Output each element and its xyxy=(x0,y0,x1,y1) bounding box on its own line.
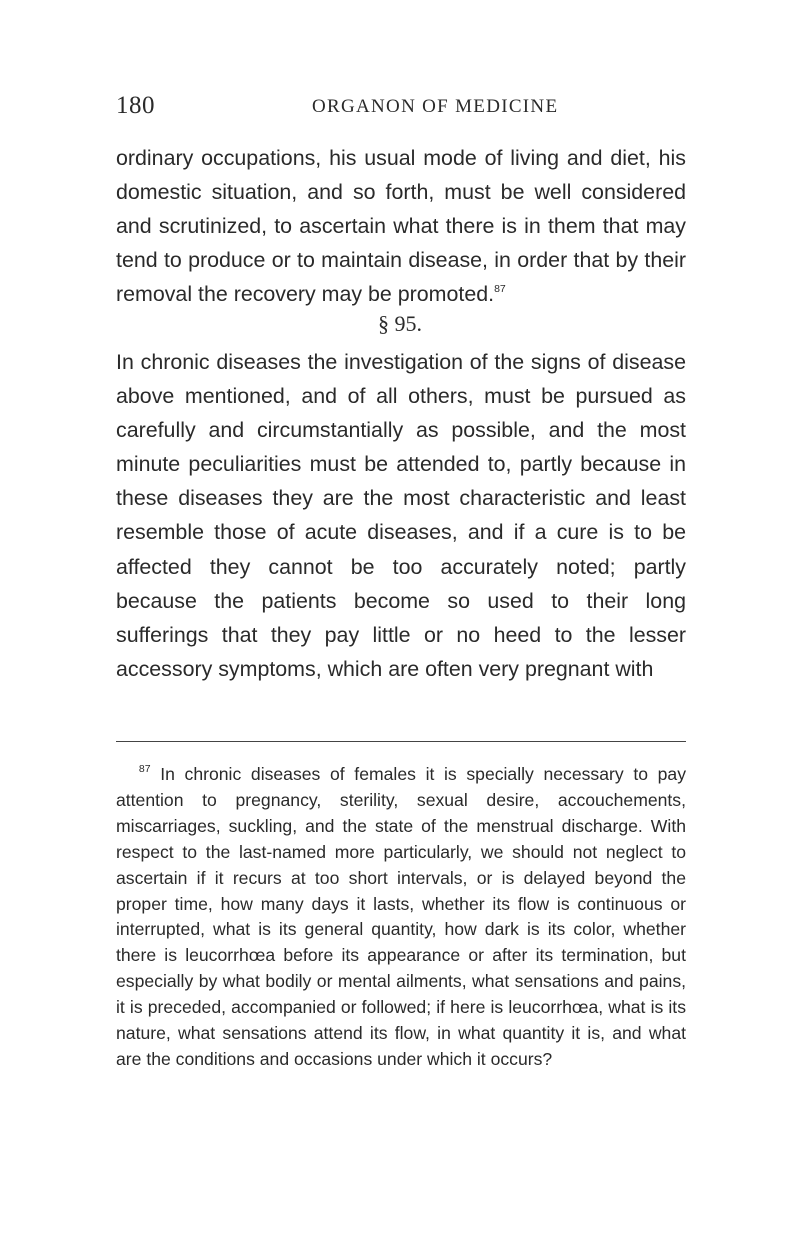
paragraph-continuation xyxy=(116,141,686,311)
footnote-reference: 87 xyxy=(494,283,506,296)
section-heading: § 95. xyxy=(378,311,422,336)
footnote-divider xyxy=(116,741,686,742)
footnote xyxy=(116,762,686,1073)
page-header xyxy=(116,92,686,128)
footnote-text: In chronic diseases of females it is specially necessary to pay attention to pregnancy, sterility, sexual desire, accouchements, miscarriages, suckling, and the state of the menstrual discharge. With respect to the last-named more particularly, we should not neglect to ascertain if it recurs at too short intervals, or is delayed beyond the proper time, how many days it lasts, whether its flow is continuous or interrupted, what is its general quantity, how dark is its color, whether there is leucorrhœa before its appearance or after its termination, but especially by what bodily or mental ailments, what sensations and pains, it is preceded, accompanied or followed; if here is leucorrhœa, what is its nature, what sensations attend its flow, in what quantity it is, and what are the conditions and occasions under which it occurs? xyxy=(116,764,687,1069)
footnote-marker: 87 xyxy=(138,763,151,775)
running-title: ORGANON OF MEDICINE xyxy=(312,96,559,117)
page-number: 180 xyxy=(116,92,155,119)
paragraph-section-95: In chronic diseases the investigation of the signs of disease above mentioned, and of all others, must be pursued as carefully and circumstantially as possible, and the most minute peculiarities must be attended to, partly because in these diseases they are the most characteristic and least resemble those of acute diseases, and if a cure is to be affected they cannot be too accurately noted; partly because the patients become so used to their long sufferings that they pay little or no heed to the lesser accessory symptoms, which are often very pregnant with xyxy=(116,350,686,681)
paragraph-1-text: ordinary occupations, his usual mode of living and diet, his domestic situation, and so forth, must be well considered and scrutinized, to ascertain what there is in them that may tend to produce or to maintain disease, in order that by their removal the recovery may be promoted. xyxy=(116,146,686,307)
